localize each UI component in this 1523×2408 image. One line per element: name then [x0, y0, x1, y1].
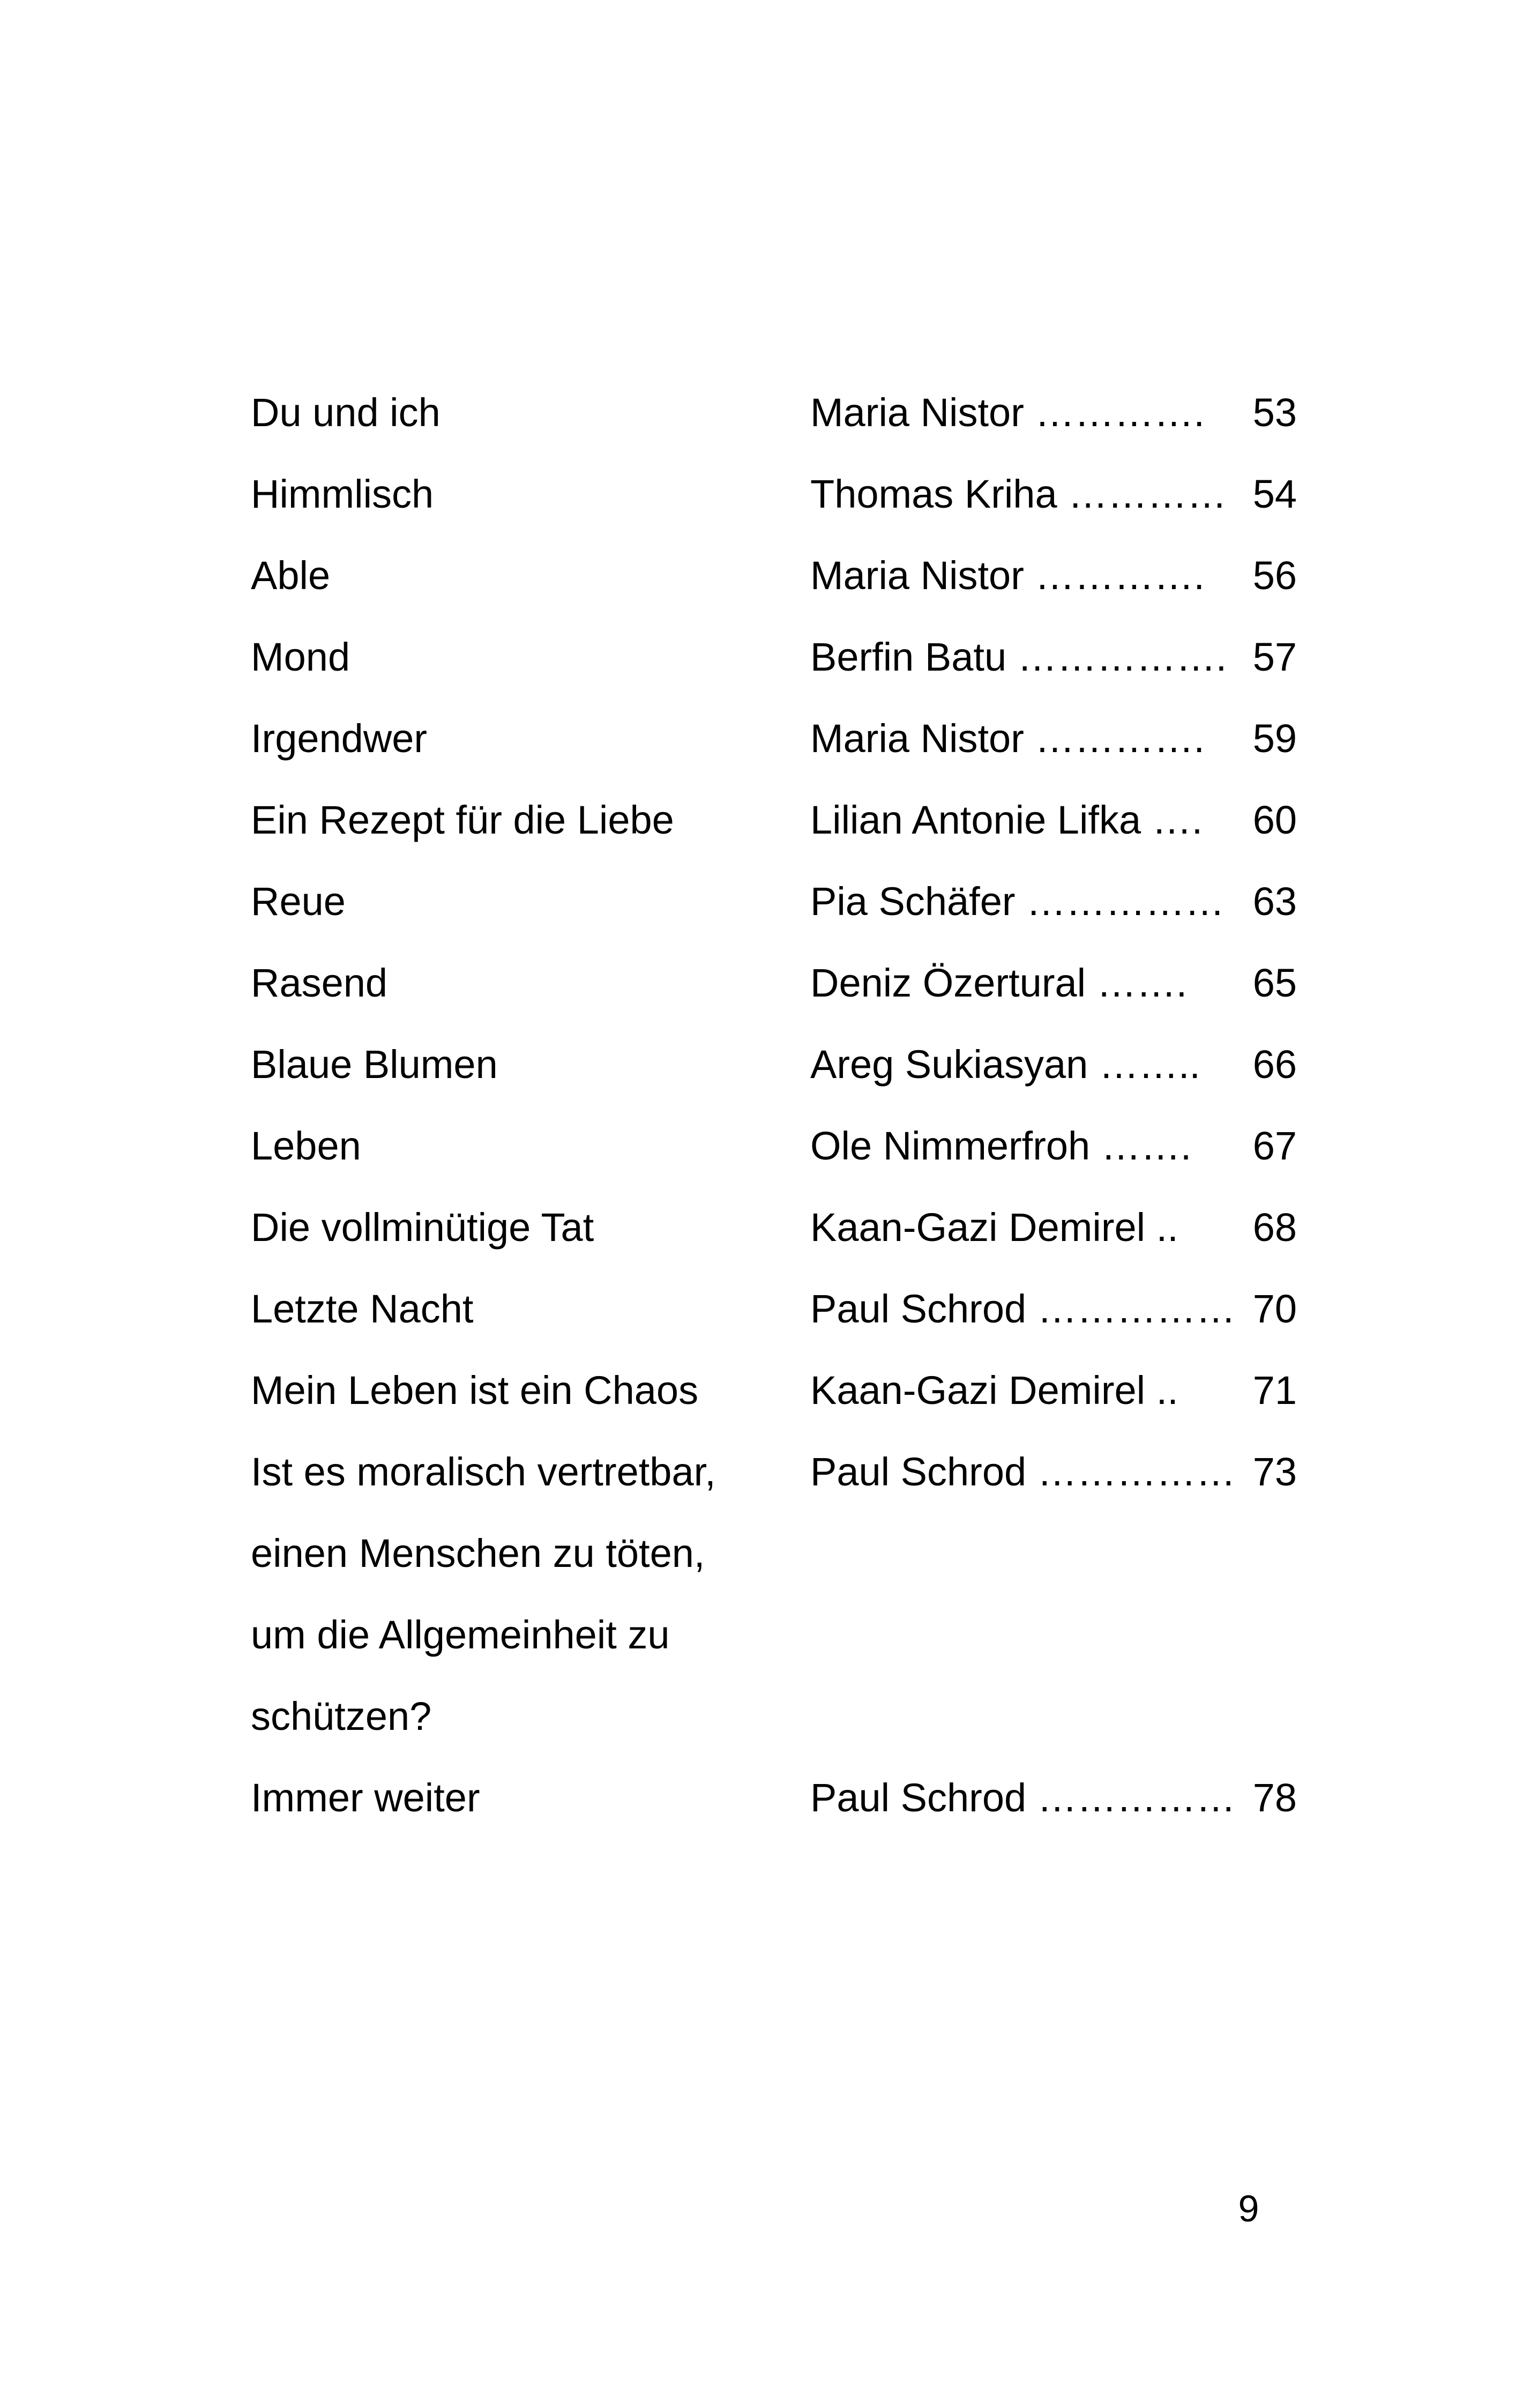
toc-page: 56 [1252, 553, 1297, 598]
toc-row [0, 1757, 1523, 1839]
toc-row [0, 1350, 1523, 1431]
toc-title: Reue [251, 879, 346, 924]
toc-row [0, 1268, 1523, 1350]
toc-author: Pia Schäfer …………… [810, 879, 1225, 924]
toc-row [0, 698, 1523, 779]
toc-author: Maria Nistor …………. [810, 390, 1205, 435]
toc-title: einen Menschen zu töten, [251, 1531, 705, 1575]
page-number: 9 [1238, 2188, 1259, 2229]
toc-row [0, 1676, 1523, 1757]
toc-row [0, 861, 1523, 942]
toc-page: 67 [1252, 1124, 1297, 1168]
toc-author: Thomas Kriha ………… [810, 472, 1227, 516]
toc-page: 66 [1252, 1042, 1297, 1087]
toc-title: Irgendwer [251, 716, 428, 761]
toc-title: Du und ich [251, 390, 441, 435]
toc-page: 68 [1252, 1205, 1297, 1250]
toc-author: Deniz Özertural ……. [810, 961, 1188, 1005]
toc-row [0, 942, 1523, 1024]
toc-page: 71 [1252, 1368, 1297, 1413]
toc-author: Berfin Batu ……………. [810, 635, 1227, 679]
toc-author: Maria Nistor …………. [810, 716, 1205, 761]
toc-row [0, 372, 1523, 454]
toc-page: 73 [1252, 1450, 1297, 1494]
toc-page: 78 [1252, 1775, 1297, 1820]
toc-row [0, 1187, 1523, 1268]
toc-page: 70 [1252, 1287, 1297, 1331]
toc-title: Blaue Blumen [251, 1042, 498, 1087]
toc-author: Paul Schrod …………… [810, 1775, 1236, 1820]
toc-title: schützen? [251, 1694, 432, 1738]
toc-row [0, 1513, 1523, 1594]
toc-row [0, 535, 1523, 616]
toc-title: Immer weiter [251, 1775, 480, 1820]
toc-row [0, 616, 1523, 698]
toc-page: 59 [1252, 716, 1297, 761]
toc-row [0, 1594, 1523, 1676]
toc-row [0, 454, 1523, 535]
toc-row [0, 1105, 1523, 1187]
toc-page: 57 [1252, 635, 1297, 679]
toc-title: Leben [251, 1124, 361, 1168]
toc-page: 54 [1252, 472, 1297, 516]
toc-author: Paul Schrod …………… [810, 1287, 1236, 1331]
toc-page: 65 [1252, 961, 1297, 1005]
toc-page: 53 [1252, 390, 1297, 435]
toc-title: um die Allgemeinheit zu [251, 1612, 670, 1657]
toc-title: Ist es moralisch vertretbar, [251, 1450, 716, 1494]
toc-title: Letzte Nacht [251, 1287, 474, 1331]
toc-title: Himmlisch [251, 472, 434, 516]
toc-row [0, 1431, 1523, 1513]
toc-author: Kaan-Gazi Demirel .. [810, 1205, 1178, 1250]
toc-author: Paul Schrod …………… [810, 1450, 1236, 1494]
toc-author: Maria Nistor …………. [810, 553, 1205, 598]
toc-author: Ole Nimmerfroh ……. [810, 1124, 1192, 1168]
toc-page: 63 [1252, 879, 1297, 924]
toc-page: 60 [1252, 798, 1297, 842]
toc-author: Kaan-Gazi Demirel .. [810, 1368, 1178, 1413]
toc-row [0, 779, 1523, 861]
toc-row [0, 1024, 1523, 1105]
toc-title: Ein Rezept für die Liebe [251, 798, 674, 842]
toc-title: Able [251, 553, 331, 598]
toc-title: Die vollminütige Tat [251, 1205, 594, 1250]
toc-title: Mein Leben ist ein Chaos [251, 1368, 699, 1413]
toc-author: Areg Sukiasyan …….. [810, 1042, 1200, 1087]
toc-author: Lilian Antonie Lifka …. [810, 798, 1203, 842]
toc-title: Rasend [251, 961, 388, 1005]
toc-title: Mond [251, 635, 350, 679]
